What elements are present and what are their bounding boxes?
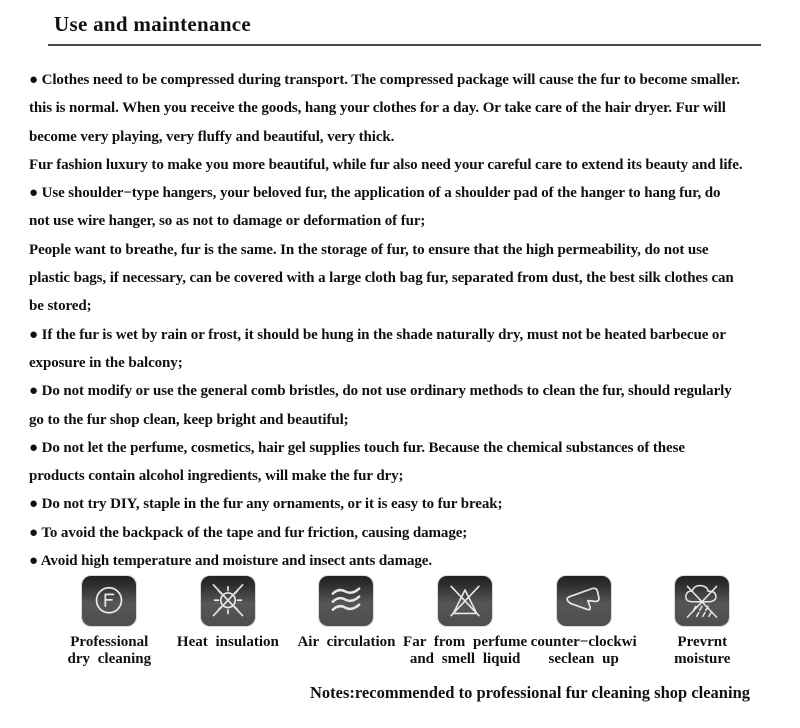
text-line: ● Do not try DIY, staple in the fur any ornaments, or it is easy to fur break; [29, 496, 503, 513]
brush-icon [557, 576, 611, 626]
footer-note: Notes:recommended to professional fur cleaning shop cleaning [310, 683, 750, 702]
care-symbol-air-circulation [287, 576, 406, 668]
text-line: not use wire hanger, so as not to damage or deformation of fur; [29, 213, 426, 230]
care-symbol-label: Professional dry cleaning [67, 634, 152, 667]
care-symbol-prevent-moisture [643, 576, 762, 668]
care-symbol-label: Heat insulation [176, 634, 279, 650]
text-line: plastic bags, if necessary, can be covered with a large cloth bag fur, separated from dust, the best silk clothes can [29, 270, 734, 287]
text-line: ● Avoid high temperature and moisture and insect ants damage. [29, 553, 432, 570]
care-symbol-far-from-perfume [403, 576, 528, 668]
care-symbol-label: Air circulation [297, 634, 396, 650]
text-line: go to the fur shop clean, keep bright and beautiful; [29, 411, 349, 428]
care-symbols-row [50, 576, 762, 668]
maintenance-text-block [29, 66, 789, 575]
text-line: ● Clothes need to be compressed during transport. The compressed package will cause the fur to become smaller. [29, 72, 740, 88]
text-line: exposure in the balcony; [29, 354, 183, 371]
title-underline [48, 44, 761, 46]
text-line: People want to breathe, fur is the same. In the storage of fur, to ensure that the high permeability, do not use [29, 241, 709, 258]
text-line: this is normal. When you receive the goods, hang your clothes for a day. Or take care of the hair dryer. Fur will [29, 100, 726, 117]
air-waves-icon [319, 576, 373, 626]
no-sun-heat-icon [201, 576, 255, 626]
care-symbol-label: counter−clockwi seclean up [530, 634, 637, 667]
care-symbol-label: Prevrnt moisture [674, 634, 731, 667]
care-symbol-label: Far from perfume and smell liquid [403, 634, 528, 667]
text-line: ● If the fur is wet by rain or frost, it should be hung in the shade naturally dry, must not be heated barbecue or [29, 326, 726, 343]
text-line: become very playing, very fluffy and beautiful, very thick. [29, 128, 395, 145]
text-line: ● Use shoulder−type hangers, your beloved fur, the application of a shoulder pad of the hanger to hang fur, do [29, 185, 721, 202]
text-line: ● To avoid the backpack of the tape and fur friction, causing damage; [29, 524, 468, 541]
no-rain-cloud-icon [675, 576, 729, 626]
page-title: Use and maintenance [54, 12, 252, 36]
text-line: ● Do not let the perfume, cosmetics, hair gel supplies touch fur. Because the chemical substances of these [29, 439, 685, 456]
text-line: products contain alcohol ingredients, will make the fur dry; [29, 468, 404, 485]
dry-clean-circle-f-icon [82, 576, 136, 626]
care-symbol-brush-clean [524, 576, 643, 668]
text-line: be stored; [29, 298, 92, 315]
text-line: ● Do not modify or use the general comb bristles, do not use ordinary methods to clean the fur, should regularly [29, 383, 732, 400]
care-symbol-heat-insulation [169, 576, 288, 668]
care-symbol-dry-cleaning [50, 576, 169, 668]
text-line: Fur fashion luxury to make you more beautiful, while fur also need your careful care to extend its beauty and life. [29, 156, 743, 173]
no-bleach-triangle-icon [438, 576, 492, 626]
